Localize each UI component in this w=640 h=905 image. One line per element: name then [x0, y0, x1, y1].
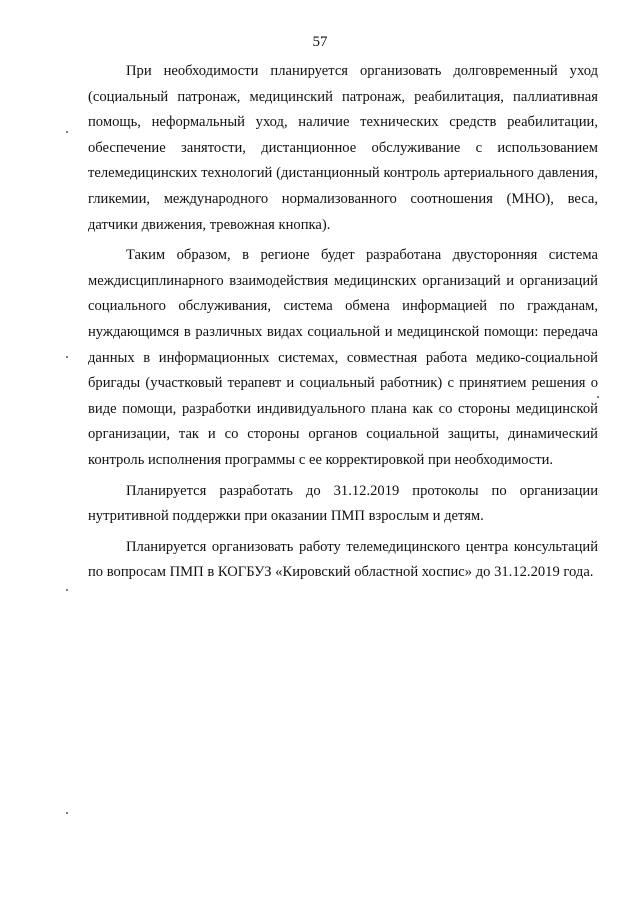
- scan-speck: [66, 589, 68, 591]
- scan-speck: [66, 812, 68, 814]
- scan-speck: [66, 131, 68, 133]
- paragraph-long-term-care: При необходимости планируется организовать долговременный уход (социальный патронаж, медицинский патронаж, реабилитация, паллиативная помощь, неформальный уход, наличие технических средств реабилитации, обеспечение занятости, дистанционное обслуживание с использованием телемедицинских технологий (дистанционный контроль артериального давления, гликемии, международного нормализованного соотношения (МНО), веса, датчики движения, тревожная кнопка).: [88, 63, 598, 233]
- paragraph-telemedicine-center: Планируется организовать работу телемедицинского центра консультаций по вопросам ПМП в КОГБУЗ «Кировский областной хоспис» до 31.12.2019 года.: [88, 538, 598, 581]
- paragraph-interaction-system: Таким образом, в регионе будет разработана двусторонняя система междисциплинарного взаимодействия медицинских организаций и организаций социального обслуживания, система обмена информацией по гражданам, нуждающимся в различных видах социальной и медицинской помощи: передача данных в информационных системах, совместная работа медико-социальной бригады (участковый терапевт и социальный работник) с принятием решения о виде помощи, разработки индивидуального плана как со стороны медицинской организации, так и со стороны органов социальной защиты, динамический контроль исполнения программы с ее корректировкой при необходимости.: [88, 247, 598, 468]
- page-number: 57: [312, 34, 328, 50]
- scan-speck: [66, 356, 68, 358]
- scan-speck: [597, 396, 599, 398]
- document-body: [88, 59, 598, 586]
- paragraph-nutritional-support: Планируется разработать до 31.12.2019 протоколы по организации нутритивной поддержки при оказании ПМП взрослым и детям.: [88, 482, 598, 525]
